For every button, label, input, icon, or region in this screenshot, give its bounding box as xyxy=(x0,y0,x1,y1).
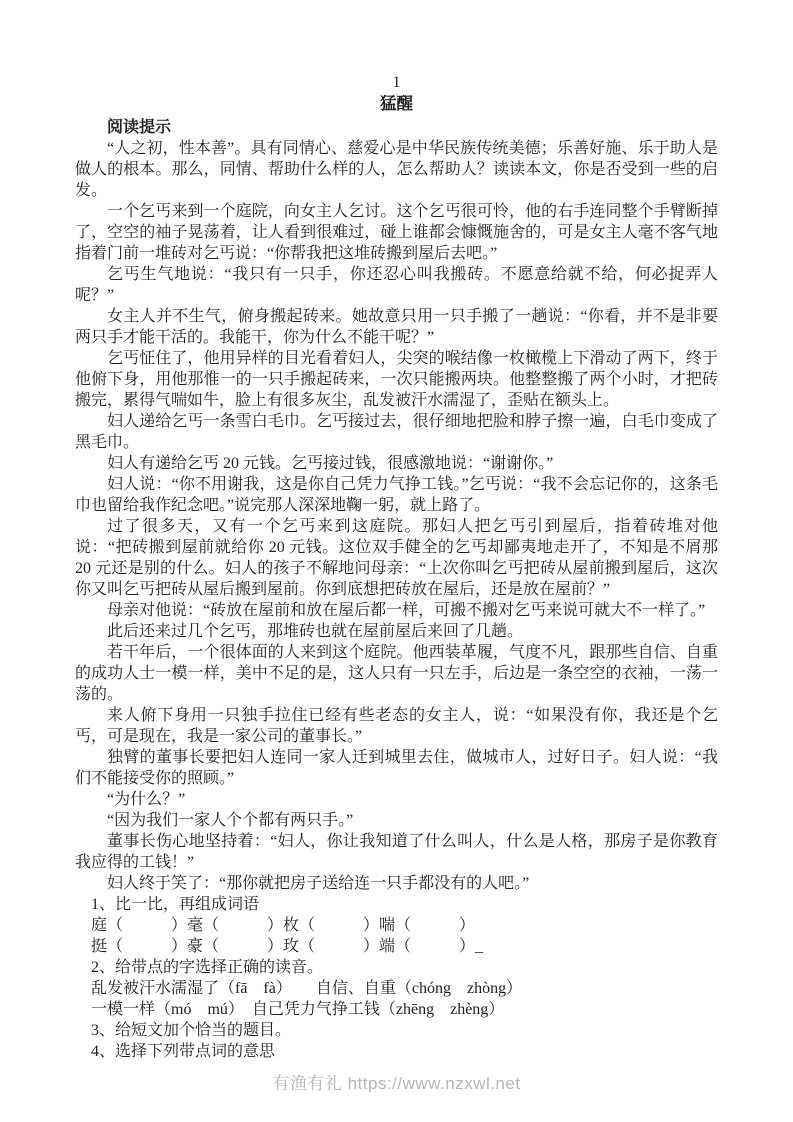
story-paragraph: 妇人有递给乞丐 20 元钱。乞丐接过钱，很感激地说：“谢谢你。” xyxy=(107,455,554,472)
exercise-4-prompt: 4、选择下列带点词的意思 xyxy=(91,1043,276,1060)
story-paragraph: 妇人说：“你不用谢我，这是你自己凭力气挣工钱。”乞丐说：“我不会忘记你的，这条毛巾也留给我作纪念吧。”说完那人深深地鞠一躬，就上路了。 xyxy=(75,476,718,514)
story-paragraph: 女主人并不生气，俯身搬起砖来。她故意只用一只手搬了一趟说：“你看，并不是非要两只手才能干活的。我能干，你为什么不能干呢？” xyxy=(75,308,718,346)
story-paragraph: 此后还来过几个乞丐，那堆砖也就在屋前屋后来回了几趟。 xyxy=(107,623,524,640)
page-content xyxy=(75,72,718,1062)
watermark-footer: 有渔有礼 https://www.nzxwl.net xyxy=(272,1074,521,1093)
exercise-1-word-row: 庭（ ）毫（ ）枚（ ）喘（ ） xyxy=(91,917,476,934)
exercise-1-prompt: 1、比一比，再组成词语 xyxy=(91,896,260,913)
story-paragraph: “人之初，性本善”。具有同情心、慈爱心是中华民族传统美德；乐善好施、乐于助人是做人的根本。那么，同情、帮助什么样的人，怎么帮助人？读读本文，你是否受到一些的启发。 xyxy=(75,140,718,199)
reading-tips-heading: 阅读提示 xyxy=(107,119,172,136)
story-paragraph: 妇人终于笑了：“那你就把房子送给连一只手都没有的人吧。” xyxy=(107,875,530,892)
story-paragraph: 妇人递给乞丐一条雪白毛巾。乞丐接过去，很仔细地把脸和脖子擦一遍，白毛巾变成了黑毛巾。 xyxy=(75,413,718,451)
exercise-2-prompt: 2、给带点的字选择正确的读音。 xyxy=(91,959,324,976)
story-paragraph: “为什么？” xyxy=(107,791,186,808)
story-paragraph: 来人俯下身用一只独手拉住已经有些老态的女主人，说：“如果没有你，我还是个乞丐，可是现在，我是一家公司的董事长。” xyxy=(75,707,718,745)
exercise-2-pinyin-row: 一模一样（mó mú） 自己凭力气挣工钱（zhēng zhèng） xyxy=(91,1001,505,1018)
exercise-2-pinyin-row: 乱发被汗水濡湿了（fā fà） 自信、自重（chóng zhòng） xyxy=(91,980,523,997)
page-number: 1 xyxy=(392,74,401,91)
document-title: 猛醒 xyxy=(380,94,413,113)
story-paragraph: 母亲对他说：“砖放在屋前和放在屋后都一样，可搬不搬对乞丐来说可就大不一样了。” xyxy=(107,602,706,619)
exercise-3-prompt: 3、给短文加个恰当的题目。 xyxy=(91,1022,292,1039)
exercise-1-word-row: 挺（ ）豪（ ）玫（ ）端（ ）_ xyxy=(91,938,484,955)
story-paragraph: “因为我们一家人个个都有两只手。” xyxy=(107,812,354,829)
story-paragraph: 独臂的董事长要把妇人连同一家人迁到城里去住，做城市人，过好日子。妇人说：“我们不能接受你的照顾。” xyxy=(75,749,718,787)
story-paragraph: 董事长伤心地坚持着：“妇人，你让我知道了什么叫人，什么是人格，那房子是你教育我应得的工钱！” xyxy=(75,833,718,871)
story-paragraph: 若干年后，一个很体面的人来到这个庭院。他西装革履，气度不凡，跟那些自信、自重的成功人士一模一样，美中不足的是，这人只有一只左手，后边是一条空空的衣袖，一荡一荡的。 xyxy=(75,644,718,703)
story-paragraph: 乞丐怔住了，他用异样的目光看着妇人，尖突的喉结像一枚橄榄上下滑动了两下，终于他俯下身，用他那惟一的一只手搬起砖来，一次只能搬两块。他整整搬了两个小时，才把砖搬完，累得气喘如牛，脸上有很多灰尘，乱发被汗水濡湿了，歪贴在额头上。 xyxy=(75,350,718,409)
story-paragraph: 一个乞丐来到一个庭院，向女主人乞讨。这个乞丐很可怜，他的右手连同整个手臂断掉了，空空的袖子晃荡着，让人看到很难过，碰上谁都会慷慨施舍的，可是女主人毫不客气地指着门前一堆砖对乞丐说：“你帮我把这堆砖搬到屋后去吧。” xyxy=(75,203,718,262)
story-paragraph: 过了很多天，又有一个乞丐来到这庭院。那妇人把乞丐引到屋后，指着砖堆对他说：“把砖搬到屋前就给你 20 元钱。这位双手健全的乞丐却鄙夷地走开了，不知是不屑那 20 元还是别的什么。妇人的孩子不解地问母亲：“上次你叫乞丐把砖从屋前搬到屋后，这次你又叫乞丐把砖从屋后搬到屋前。你到底想把砖放在屋后，还是放在屋前？” xyxy=(75,518,718,598)
story-paragraph: 乞丐生气地说：“我只有一只手，你还忍心叫我搬砖。不愿意给就不给，何必捉弄人呢？” xyxy=(75,266,718,304)
